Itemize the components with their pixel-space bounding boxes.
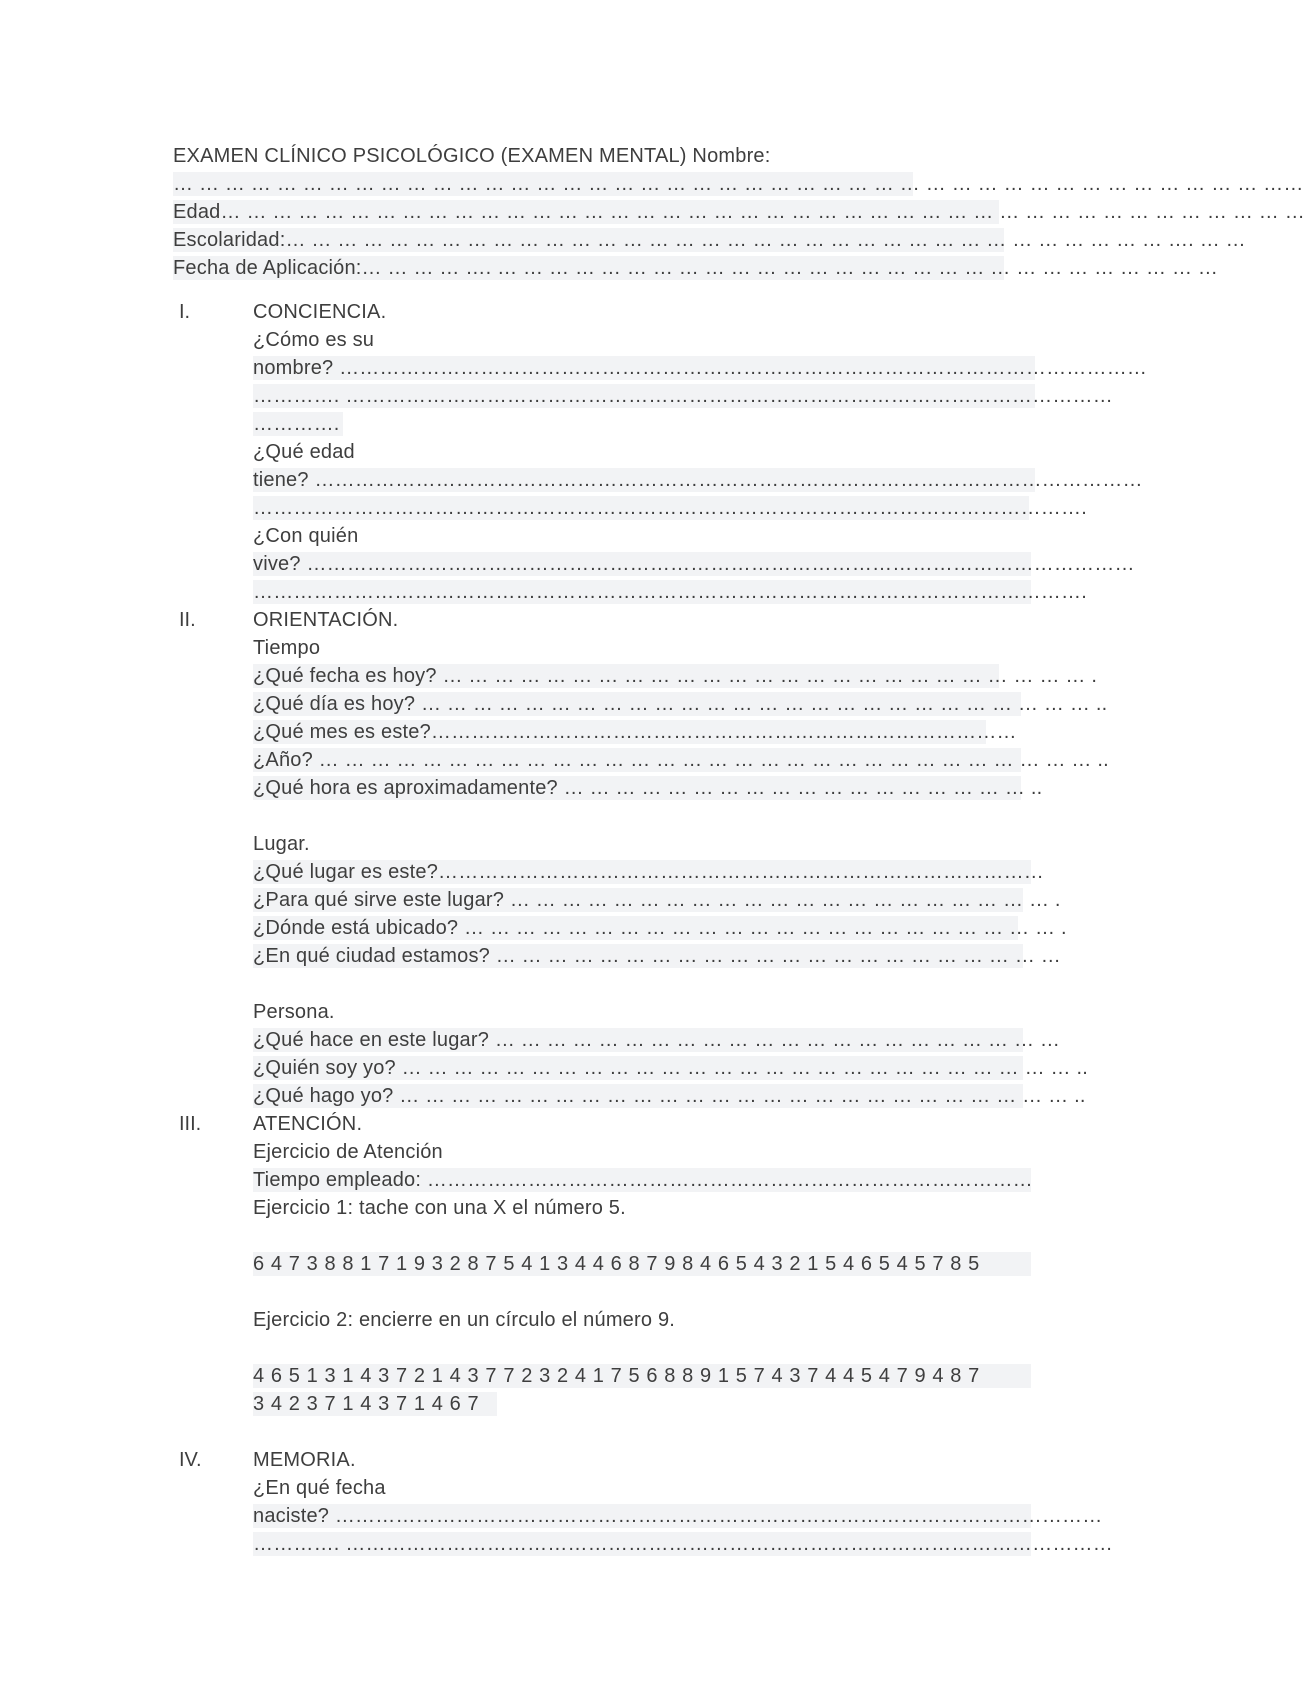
question-ciudad: ¿En qué ciudad estamos? … … … … … … … … … … … … … … … … … … … … … … [253,945,1062,967]
answer-fecha-nacimiento-line: …………. …………………………………………………………………………………………………… [253,1533,1113,1555]
question-fecha-nacimiento-b: naciste? …………………………………………………………………………………………………… [253,1505,1103,1527]
question-nombre-a: ¿Cómo es su [253,329,375,351]
question-quien-soy: ¿Quién soy yo? … … … … … … … … … … … … … … … … … … … … … … … … … … .. [253,1057,1089,1079]
ejercicio-2-instruction: Ejercicio 2: encierre en un círculo el número 9. [253,1309,676,1331]
question-para-que-sirve: ¿Para qué sirve este lugar? … … … … … … … … … … … … … … … … … … … … … . [253,889,1061,911]
answer-edad-line: ……………………………………………………………………………………………………………. [253,497,1087,519]
answer-nombre-line-2: …………. [253,412,343,436]
question-hora: ¿Qué hora es aproximadamente? … … … … … … … … … … … … … … … … … … .. [253,777,1043,799]
section-title-conciencia: CONCIENCIA. [253,301,387,323]
nombre-dots: … … … … … … … … … … … … … … … … … … … … … … … … … … … … … … … … … … … … … … … … … … …… [173,173,1304,195]
exam-title: EXAMEN CLÍNICO PSICOLÓGICO (EXAMEN MENTAL) Nombre: [173,145,771,167]
section-numeral-iv: IV. [179,1449,202,1471]
subheading-persona: Persona. [253,1001,335,1023]
section-title-memoria: MEMORIA. [253,1449,356,1471]
question-lugar: ¿Qué lugar es este?……………………………………………………………………………… [253,861,1045,883]
question-fecha-nacimiento-a: ¿En qué fecha [253,1477,386,1499]
question-que-hago: ¿Qué hago yo? … … … … … … … … … … … … … … … … … … … … … … … … … … .. [253,1085,1086,1107]
answer-convive-line: ……………………………………………………………………………………………………………. [253,581,1087,603]
section-numeral-ii: II. [179,609,196,631]
fecha-aplicacion-line: Fecha de Aplicación:… … … … …. … … … … … … … … … … … … … … … … … … … … … … … … … … … … [173,257,1219,279]
question-edad-a: ¿Qué edad [253,441,355,463]
section-numeral-i: I. [179,301,191,323]
question-edad-b: tiene? …………………………………………………………………………………………………………… [253,469,1143,491]
answer-nombre-line: …………. …………………………………………………………………………………………………… [253,385,1113,407]
subheading-lugar: Lugar. [253,833,310,855]
ejercicio-2-digits-line-1: 4 6 5 1 3 1 4 3 7 2 1 4 3 7 7 2 3 2 4 1 7 5 6 8 8 9 1 5 7 4 3 7 4 4 5 4 7 9 4 8 7 [253,1364,1031,1388]
section-numeral-iii: III. [179,1113,202,1135]
question-dia-hoy: ¿Qué día es hoy? … … … … … … … … … … … … … … … … … … … … … … … … … … .. [253,693,1108,715]
question-anio: ¿Año? … … … … … … … … … … … … … … … … … … … … … … … … … … … … … … .. [253,749,1109,771]
section-title-orientacion: ORIENTACIÓN. [253,609,399,631]
ejercicio-2-digits-line-2: 3 4 2 3 7 1 4 3 7 1 4 6 7 [253,1392,497,1416]
edad-line: Edad… … … … … … … … … … … … … … … … … … … … … … … … … … … … … … … … … … … … … … … … … … [173,201,1305,223]
question-que-hace: ¿Qué hace en este lugar? … … … … … … … … … … … … … … … … … … … … … … [253,1029,1061,1051]
section-title-atencion: ATENCIÓN. [253,1113,363,1135]
question-fecha-hoy: ¿Qué fecha es hoy? … … … … … … … … … … … … … … … … … … … … … … … … … . [253,665,1098,687]
subheading-tiempo: Tiempo [253,637,321,659]
tiempo-empleado-line: Tiempo empleado: ……………………………………………………………………………… [253,1169,1033,1191]
ejercicio-1-instruction: Ejercicio 1: tache con una X el número 5. [253,1197,626,1219]
ejercicio-1-digits: 6 4 7 3 8 8 1 7 1 9 3 2 8 7 5 4 1 3 4 4 6 8 7 9 8 4 6 5 4 3 2 1 5 4 6 5 4 5 7 8 5 [253,1252,1031,1276]
question-nombre-b: nombre? ………………………………………………………………………………………………………… [253,357,1148,379]
question-donde-ubicado: ¿Dónde está ubicado? … … … … … … … … … … … … … … … … … … … … … … … . [253,917,1067,939]
question-mes: ¿Qué mes es este?…………………………………………………………………………… [253,721,1017,743]
ejercicio-atencion-heading: Ejercicio de Atención [253,1141,443,1163]
question-convive-a: ¿Con quién [253,525,359,547]
question-convive-b: vive? …………………………………………………………………………………………………………… [253,553,1135,575]
escolaridad-line: Escolaridad:… … … … … … … … … … … … … … … … … … … … … … … … … … … … … … … … … … …. … … [173,229,1246,251]
